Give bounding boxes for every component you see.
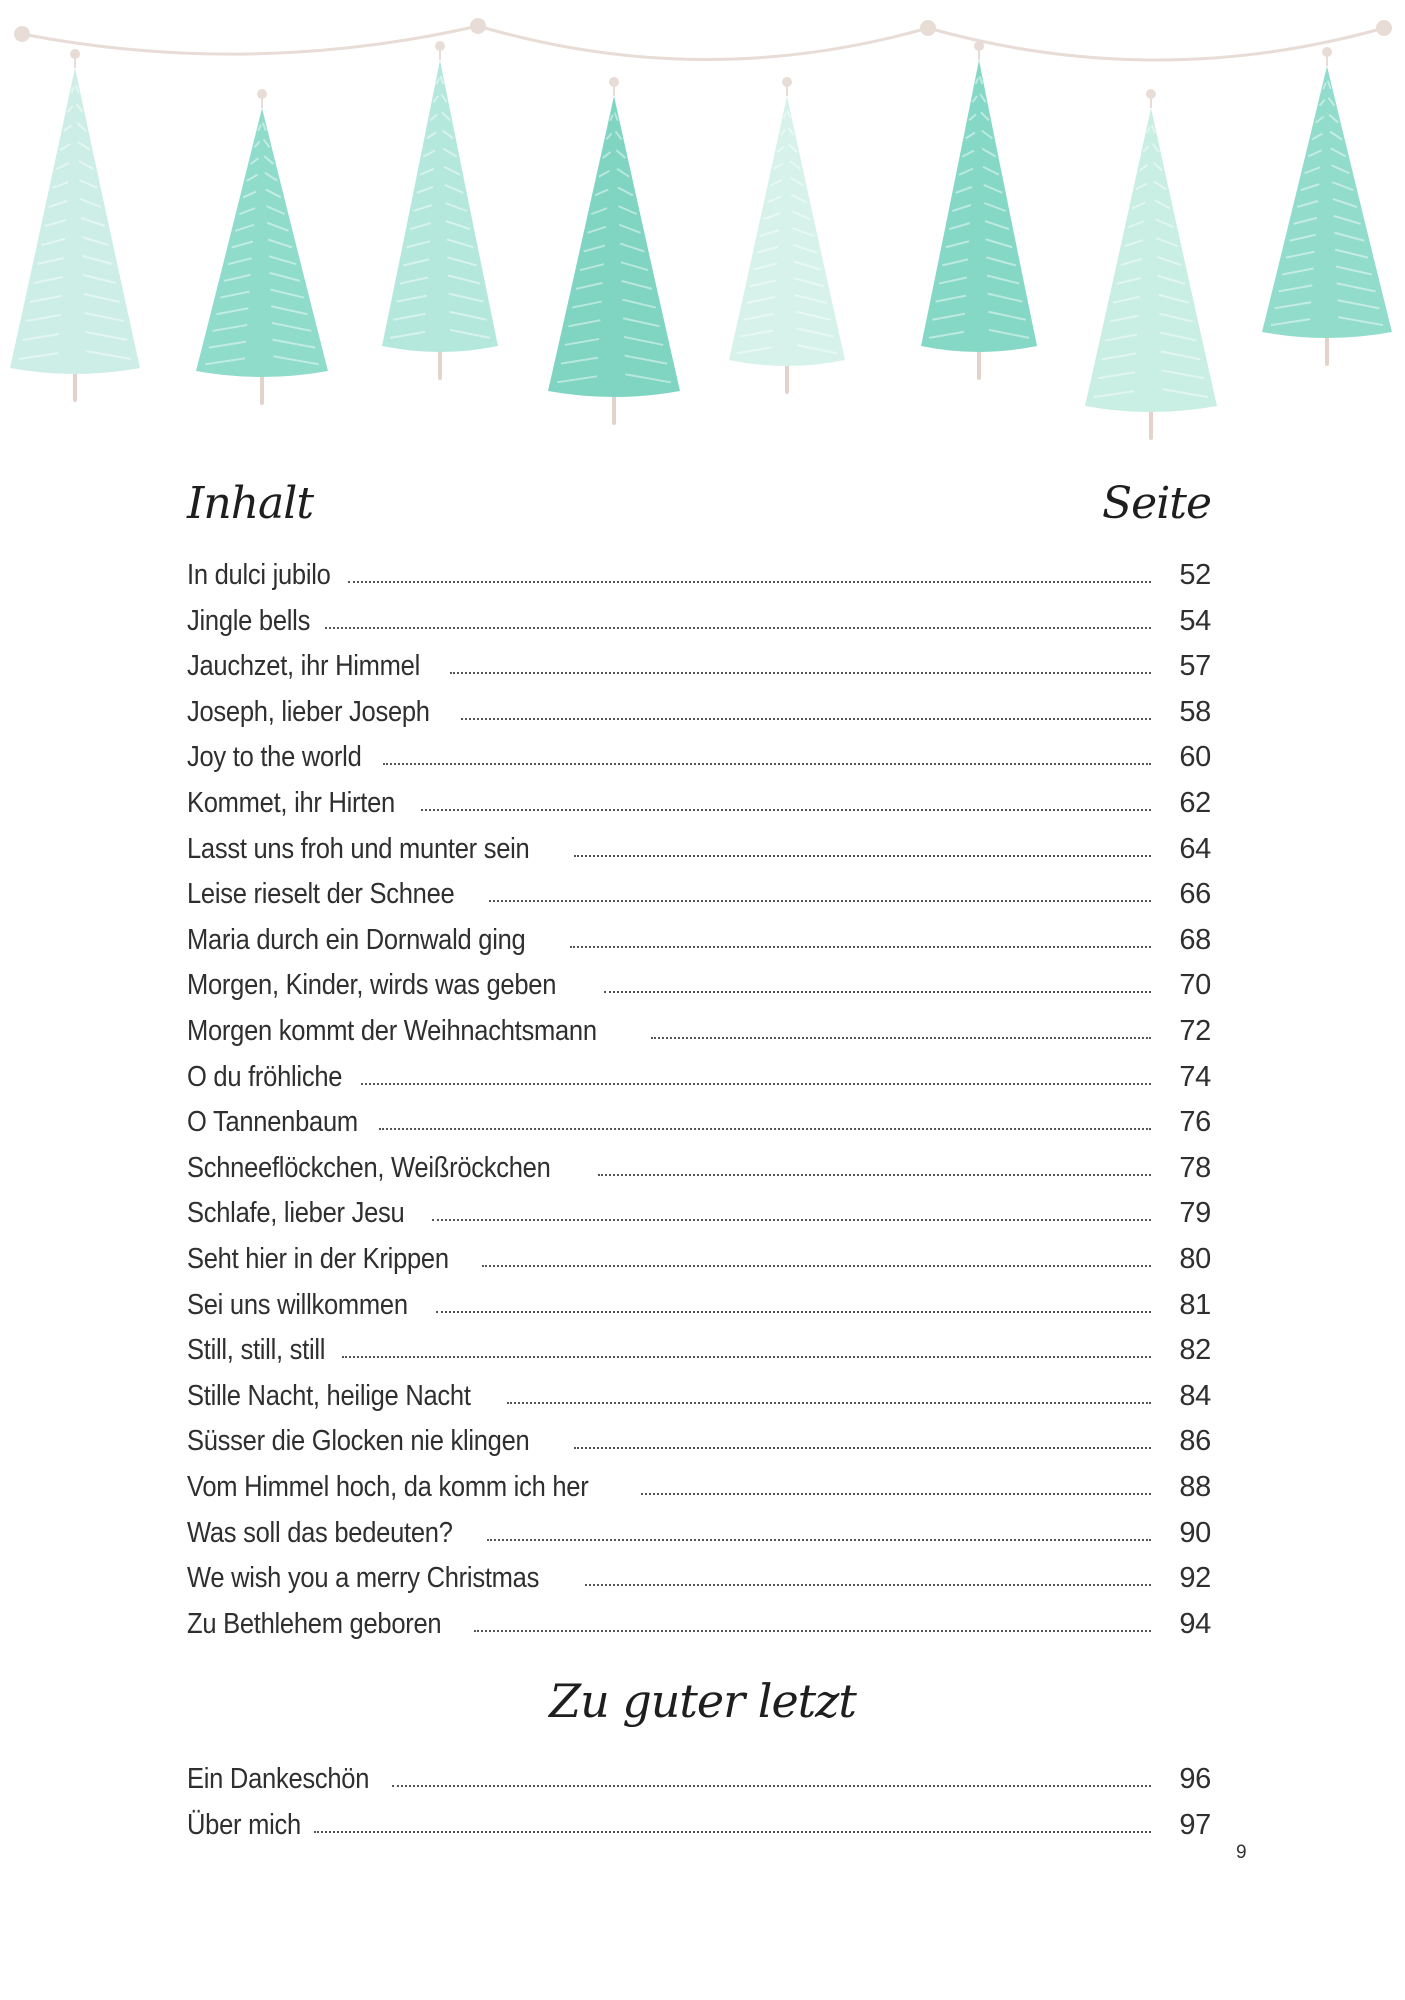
dotted-leader	[641, 1493, 1151, 1495]
toc-list	[187, 548, 1211, 1648]
garland-knot	[920, 20, 936, 36]
toc-entry-title: Joseph, lieber Joseph	[187, 695, 430, 728]
toc-entry-page: 80	[1179, 1243, 1211, 1275]
toc-entry-title: Stille Nacht, heilige Nacht	[187, 1379, 471, 1412]
dotted-leader	[436, 1311, 1151, 1313]
garland-string	[22, 26, 1384, 60]
toc-entry[interactable]	[187, 1597, 1211, 1641]
toc-entry-page: 82	[1179, 1334, 1211, 1367]
dotted-leader	[585, 1584, 1151, 1586]
toc-entry-page: 74	[1179, 1060, 1211, 1093]
dotted-leader	[474, 1630, 1151, 1632]
toc-entry[interactable]	[187, 1369, 1211, 1413]
toc-entry-title: Maria durch ein Dornwald ging	[187, 923, 526, 956]
toc-entry[interactable]	[187, 685, 1211, 729]
toc-entry-page: 97	[1179, 1808, 1211, 1841]
toc-entry[interactable]	[187, 1460, 1211, 1504]
toc-entry[interactable]	[187, 1232, 1211, 1276]
toc-entry-page: 58	[1179, 695, 1211, 728]
toc-entry-page: 57	[1179, 650, 1211, 683]
toc-entry-title: Was soll das bedeuten?	[187, 1516, 453, 1549]
toc-entry-title: Zu Bethlehem geboren	[187, 1607, 442, 1640]
dotted-leader	[461, 718, 1151, 720]
dotted-leader	[342, 1356, 1151, 1358]
toc-entry-title: Kommet, ihr Hirten	[187, 787, 395, 819]
toc-entry[interactable]	[187, 1414, 1211, 1458]
toc-entry-page: 86	[1179, 1425, 1211, 1458]
toc-entry-title: Seht hier in der Krippen	[187, 1243, 449, 1275]
toc-entry-title: Morgen, Kinder, wirds was geben	[187, 969, 557, 1002]
christmas-tree-icon	[729, 77, 845, 392]
dotted-leader	[507, 1402, 1151, 1404]
dotted-leader	[574, 855, 1151, 857]
toc-entry-page: 62	[1179, 787, 1211, 819]
toc-entry-title: In dulci jubilo	[187, 559, 331, 591]
toc-entry-page: 76	[1179, 1106, 1211, 1139]
toc-entry[interactable]	[187, 1323, 1211, 1367]
dotted-leader	[570, 946, 1151, 948]
christmas-tree-icon	[1262, 47, 1392, 364]
toc-entry-page: 84	[1179, 1379, 1211, 1412]
toc-entry-page: 92	[1179, 1562, 1211, 1595]
dotted-leader	[487, 1539, 1151, 1541]
toc-entry-page: 54	[1179, 604, 1211, 637]
toc-header	[187, 478, 1211, 538]
toc-entry[interactable]	[187, 594, 1211, 638]
dotted-leader	[489, 900, 1151, 902]
toc-entry-page: 64	[1179, 832, 1211, 865]
dotted-leader	[379, 1128, 1151, 1130]
toc-entry[interactable]	[187, 776, 1211, 820]
toc-entry-page: 90	[1179, 1516, 1211, 1549]
garland-knot	[1376, 20, 1392, 36]
dotted-leader	[574, 1447, 1151, 1449]
dotted-leader	[482, 1265, 1151, 1267]
page-number: 9	[1236, 1842, 1247, 1863]
toc-entry-title: Schneeflöckchen, Weißröckchen	[187, 1151, 551, 1184]
toc-entry[interactable]	[187, 730, 1211, 774]
toc-entry[interactable]	[187, 1141, 1211, 1185]
toc-entry-title: Jingle bells	[187, 604, 311, 637]
toc-entry-page: 70	[1179, 969, 1211, 1002]
toc-entry[interactable]	[187, 1186, 1211, 1230]
toc-heading: Inhalt	[187, 478, 314, 529]
christmas-tree-icon	[196, 89, 328, 403]
dotted-leader	[432, 1219, 1151, 1221]
toc-entry-page: 79	[1179, 1197, 1211, 1230]
christmas-tree-icon	[1085, 89, 1217, 438]
toc-entry-page: 88	[1179, 1471, 1211, 1503]
dotted-leader	[361, 1083, 1151, 1085]
toc-entry-title: Schlafe, lieber Jesu	[187, 1197, 405, 1230]
dotted-leader	[348, 581, 1151, 583]
appendix-list	[187, 1752, 1211, 1852]
toc-entry-title: Sei uns willkommen	[187, 1288, 408, 1321]
toc-entry[interactable]	[187, 1551, 1211, 1595]
dotted-leader	[598, 1174, 1151, 1176]
toc-entry-page: 72	[1179, 1015, 1211, 1047]
toc-entry-page: 81	[1179, 1288, 1211, 1321]
toc-entry-title: Leise rieselt der Schnee	[187, 878, 455, 911]
toc-entry[interactable]	[187, 1752, 1211, 1796]
christmas-tree-icon	[382, 41, 498, 378]
dotted-leader	[392, 1785, 1151, 1787]
toc-entry-page: 96	[1179, 1763, 1211, 1795]
toc-entry[interactable]	[187, 1278, 1211, 1322]
toc-entry-title: Süsser die Glocken nie klingen	[187, 1425, 530, 1458]
toc-entry-page: 94	[1179, 1607, 1211, 1640]
toc-entry-title: Über mich	[187, 1808, 301, 1841]
christmas-tree-icon	[10, 49, 140, 400]
dotted-leader	[314, 1831, 1151, 1833]
toc-entry[interactable]	[187, 639, 1211, 683]
christmas-tree-garland-icon	[0, 0, 1405, 450]
christmas-tree-icon	[548, 77, 680, 423]
dotted-leader	[450, 672, 1151, 674]
toc-entry-page: 78	[1179, 1151, 1211, 1184]
toc-entry-title: O Tannenbaum	[187, 1106, 358, 1139]
garland-knot	[470, 18, 486, 34]
toc-entry-title: Joy to the world	[187, 741, 362, 774]
toc-entry[interactable]	[187, 548, 1211, 592]
dotted-leader	[651, 1037, 1151, 1039]
toc-entry[interactable]	[187, 867, 1211, 911]
toc-entry-title: We wish you a merry Christmas	[187, 1562, 540, 1595]
toc-entry-page: 68	[1179, 923, 1211, 956]
toc-entry-title: Lasst uns froh und munter sein	[187, 832, 530, 865]
toc-page-heading: Seite	[1102, 478, 1211, 529]
toc-entry-title: Ein Dankeschön	[187, 1763, 370, 1795]
toc-entry[interactable]	[187, 1506, 1211, 1550]
toc-entry-title: Vom Himmel hoch, da komm ich her	[187, 1471, 589, 1503]
toc-entry[interactable]	[187, 1050, 1211, 1094]
toc-entry-page: 66	[1179, 878, 1211, 911]
toc-entry-page: 52	[1179, 559, 1211, 591]
toc-entry-title: Morgen kommt der Weihnachtsmann	[187, 1015, 597, 1047]
dotted-leader	[383, 763, 1151, 765]
toc-entry[interactable]	[187, 822, 1211, 866]
dotted-leader	[421, 809, 1151, 811]
appendix-heading: Zu guter letzt	[549, 1674, 856, 1728]
garland-knot	[14, 26, 30, 42]
christmas-tree-icon	[921, 41, 1037, 378]
toc-entry[interactable]	[187, 1798, 1211, 1842]
toc-entry[interactable]	[187, 958, 1211, 1002]
dotted-leader	[325, 627, 1151, 629]
toc-entry[interactable]	[187, 913, 1211, 957]
toc-entry-title: Jauchzet, ihr Himmel	[187, 650, 420, 683]
toc-entry[interactable]	[187, 1004, 1211, 1048]
toc-entry-title: O du fröhliche	[187, 1060, 343, 1093]
toc-entry-title: Still, still, still	[187, 1334, 326, 1367]
toc-entry-page: 60	[1179, 741, 1211, 774]
dotted-leader	[604, 991, 1151, 993]
toc-entry[interactable]	[187, 1095, 1211, 1139]
